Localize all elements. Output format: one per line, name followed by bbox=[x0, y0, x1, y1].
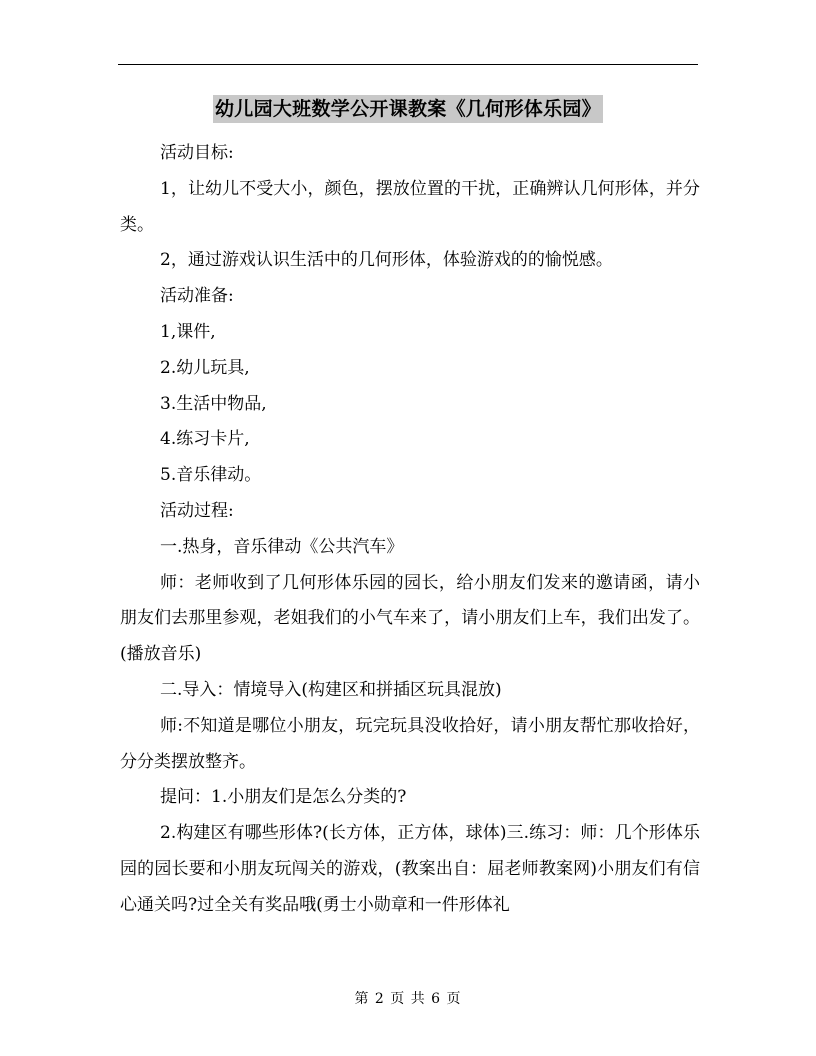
paragraph: 1,课件, bbox=[160, 321, 216, 342]
paragraph: 提问：1.小朋友们是怎么分类的? bbox=[160, 787, 407, 808]
paragraph: 5.音乐律动。 bbox=[160, 465, 262, 486]
page-footer: 第 2 页 共 6 页 bbox=[354, 991, 462, 1007]
paragraph: 2.构建区有哪些形体?(长方体，正方体，球体)三.练习：师：几个形体乐园的园长要和小朋友玩闯关的游戏，(教案出自：屈老师教案网)小朋友们有信心通关吗?过全关有奖品哦(勇士小勋章和一件形体礼 bbox=[120, 823, 700, 915]
paragraph: 活动准备: bbox=[160, 286, 234, 307]
paragraph: 4.练习卡片, bbox=[160, 429, 250, 450]
paragraph: 师:不知道是哪位小朋友，玩完玩具没收拾好，请小朋友帮忙那收拾好，分分类摆放整齐。 bbox=[120, 715, 700, 772]
paragraph: 3.生活中物品, bbox=[160, 393, 267, 414]
paragraph: 二.导入：情境导入(构建区和拼插区玩具混放) bbox=[160, 679, 502, 700]
page-title: 幼儿园大班数学公开课教案《几何形体乐园》 bbox=[213, 95, 603, 123]
paragraph: 活动目标: bbox=[160, 143, 234, 163]
paragraph: 师：老师收到了几何形体乐园的园长，给小朋友们发来的邀请函，请小朋友们去那里参观，老姐我们的小气车来了，请小朋友们上车，我们出发了。(播放音乐) bbox=[120, 572, 700, 665]
header-rule bbox=[118, 64, 698, 65]
page-title-wrapper bbox=[0, 95, 816, 123]
paragraph: 活动过程: bbox=[160, 500, 234, 521]
document-body bbox=[120, 136, 700, 924]
paragraph: 1，让幼儿不受大小，颜色，摆放位置的干扰，正确辨认几何形体，并分类。 bbox=[120, 178, 700, 235]
paragraph: 2，通过游戏认识生活中的几何形体，体验游戏的的愉悦感。 bbox=[160, 250, 613, 271]
paragraph: 一.热身，音乐律动《公共汽车》 bbox=[160, 536, 404, 557]
paragraph: 2.幼儿玩具, bbox=[160, 357, 250, 378]
